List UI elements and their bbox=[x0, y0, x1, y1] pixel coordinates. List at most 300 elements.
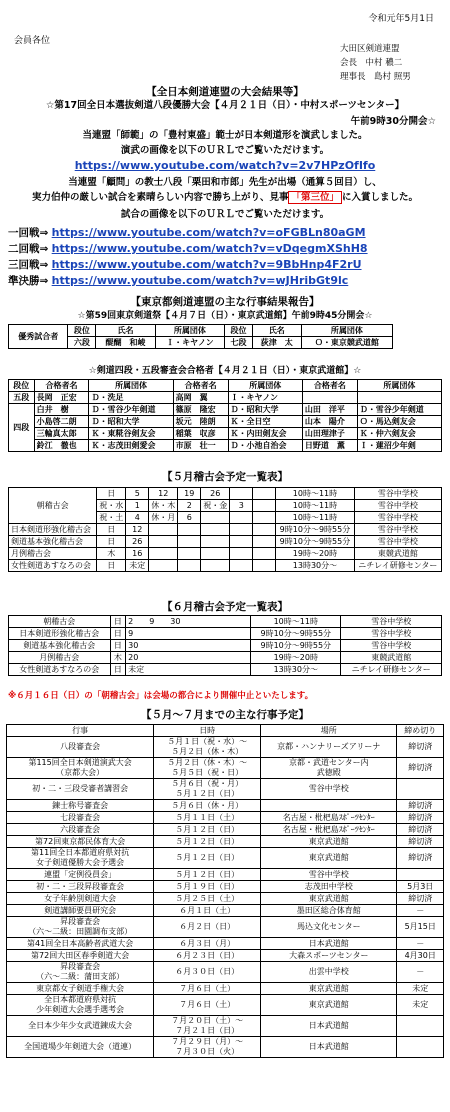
event-name: 昇段審査会 （六～二級：蒲田支部） bbox=[7, 962, 154, 983]
event-date: ６月２日（日） bbox=[154, 917, 261, 938]
event-name: 剣道講師要員研究会 bbox=[7, 905, 154, 917]
date-cell: 日 bbox=[97, 488, 126, 500]
event-date: ５月１日（祝・水）～ ５月２日（休・木） bbox=[154, 737, 261, 758]
date-cell bbox=[230, 560, 253, 572]
cell: 篠原 隆宏 bbox=[173, 404, 228, 416]
event-date: ５月１２日（日） bbox=[154, 824, 261, 836]
schedule-title: 【５月～７月までの主な行事予定】 bbox=[141, 709, 309, 721]
event-place: 日本武道館 bbox=[261, 1016, 397, 1037]
event-place bbox=[261, 800, 397, 812]
time-cell: 19時～20時 bbox=[251, 652, 341, 664]
event-name: 八段審査会 bbox=[7, 737, 154, 758]
round-label: 準決勝⇒ bbox=[8, 275, 49, 287]
event-name: 全国道場少年剣道大会（道連） bbox=[7, 1037, 154, 1058]
section1-title: 【全日本剣道連盟の大会結果等】 bbox=[146, 86, 304, 98]
section1-time: 午前9時30分開会☆ bbox=[350, 116, 436, 127]
date-cell: 12 bbox=[149, 488, 178, 500]
date-cell: 19 bbox=[178, 488, 201, 500]
event-deadline: 締切済 bbox=[397, 800, 444, 812]
time-cell: 13時30分～ bbox=[276, 560, 354, 572]
date-cell bbox=[178, 524, 201, 536]
cell: 白井 樹 bbox=[34, 404, 89, 416]
event-row bbox=[7, 758, 444, 779]
cell: 六段 bbox=[68, 337, 96, 349]
event-deadline: 締切済 bbox=[397, 836, 444, 848]
round-label: 二回戦⇒ bbox=[8, 243, 49, 255]
place-cell: 雪谷中学校 bbox=[354, 536, 441, 548]
event-date: ５月６日（祝・月） ５月１２日（日） bbox=[154, 779, 261, 800]
place-cell: ニチレイ研修センター bbox=[341, 664, 442, 676]
event-row bbox=[7, 737, 444, 758]
event-name: 日本剣道形強化稽古会 bbox=[9, 524, 97, 536]
event-row bbox=[7, 1037, 444, 1058]
date-cell bbox=[253, 500, 276, 512]
may-row bbox=[9, 488, 442, 500]
event-deadline: 締切済 bbox=[397, 812, 444, 824]
col-header: 所属団体 bbox=[357, 380, 441, 392]
round-link[interactable]: https://www.youtube.com/watch?v=wJHribGt9lc bbox=[51, 274, 349, 287]
event-name: 朝稽古会 bbox=[9, 616, 111, 628]
event-name: 連盟「定例役員会」 bbox=[7, 869, 154, 881]
round-item bbox=[8, 257, 368, 273]
date-cell: 2 bbox=[178, 500, 201, 512]
col-header: 締め切り bbox=[397, 725, 444, 737]
event-row bbox=[7, 800, 444, 812]
date: 令和元年5月1日 bbox=[368, 14, 434, 24]
event-date: ５月１１日（土） bbox=[154, 812, 261, 824]
date-cell bbox=[149, 548, 178, 560]
cell: Ｉ・キヤノン bbox=[228, 392, 302, 404]
col-header: 合格者名 bbox=[34, 380, 89, 392]
event-date: ５月６日（休・月） bbox=[154, 800, 261, 812]
may-table bbox=[8, 487, 442, 572]
event-deadline: － bbox=[397, 905, 444, 917]
section1-line1: 当連盟「師範」の「豊村東盛」範士が日本剣道形を演武しました。 bbox=[82, 130, 368, 141]
event-date: ７月２０日（土）～ ７月２１日（日） bbox=[154, 1016, 261, 1037]
event-name: 日本剣道形強化稽古会 bbox=[9, 628, 111, 640]
cell: Ｉ・キヤノン bbox=[155, 337, 224, 349]
date-cell: 祝・水 bbox=[97, 500, 126, 512]
date-cell bbox=[253, 560, 276, 572]
day-cell: 日 bbox=[110, 640, 126, 652]
event-deadline: － bbox=[397, 962, 444, 983]
event-place: 墨田区総合体育館 bbox=[261, 905, 397, 917]
june-table bbox=[8, 615, 442, 676]
event-deadline bbox=[397, 1037, 444, 1058]
org-director: 理事長 島村 照男 bbox=[340, 72, 411, 82]
event-deadline: 締切済 bbox=[397, 824, 444, 836]
event-place: 京都・武道センター内 武徳殿 bbox=[261, 758, 397, 779]
place-cell: 雪谷中学校 bbox=[354, 500, 441, 512]
cell: 坂元 陸朗 bbox=[173, 416, 228, 428]
event-date: ６月３日（月） bbox=[154, 938, 261, 950]
date-cell bbox=[178, 560, 201, 572]
time-cell: 10時～11時 bbox=[276, 500, 354, 512]
event-row bbox=[7, 995, 444, 1016]
date-cell: 30 bbox=[126, 640, 251, 652]
event-deadline: 締切済 bbox=[397, 848, 444, 869]
cell: Ｋ・志茂田剣愛会 bbox=[89, 440, 173, 452]
cell bbox=[357, 392, 441, 404]
event-place: 大森スポーツセンター bbox=[261, 950, 397, 962]
col-header: 行事 bbox=[7, 725, 154, 737]
event-date: ６月１日（土） bbox=[154, 905, 261, 917]
time-cell: 9時10分～9時55分 bbox=[276, 536, 354, 548]
june-row bbox=[9, 640, 442, 652]
event-row bbox=[7, 938, 444, 950]
june-title: 【６月稽古会予定一覧表】 bbox=[162, 601, 288, 613]
event-row bbox=[7, 983, 444, 995]
rounds-list bbox=[8, 225, 368, 289]
event-row bbox=[7, 905, 444, 917]
event-deadline: 5月3日 bbox=[397, 881, 444, 893]
organization-block bbox=[340, 42, 445, 84]
date-cell bbox=[149, 536, 178, 548]
date-cell: 5 bbox=[126, 488, 149, 500]
round-label: 一回戦⇒ bbox=[8, 227, 49, 239]
event-row bbox=[7, 836, 444, 848]
time-cell: 10時～11時 bbox=[251, 616, 341, 628]
time-cell: 9時10分～9時55分 bbox=[276, 524, 354, 536]
col-header: 氏名 bbox=[96, 325, 155, 337]
event-row bbox=[7, 917, 444, 938]
round-item bbox=[8, 241, 368, 257]
date-cell bbox=[230, 536, 253, 548]
date-cell: 未定 bbox=[126, 560, 149, 572]
cell: 高岡 翼 bbox=[173, 392, 228, 404]
event-name: 全日本少年少女武道錬成大会 bbox=[7, 1016, 154, 1037]
date-cell: 3 bbox=[230, 500, 253, 512]
may-title: 【５月稽古会予定一覧表】 bbox=[162, 471, 288, 483]
exam-table bbox=[8, 379, 442, 452]
date-cell bbox=[253, 512, 276, 524]
event-row bbox=[7, 869, 444, 881]
cell: Ｋ・東糀谷剣友会 bbox=[89, 428, 173, 440]
winners-label: 優秀試合者 bbox=[9, 325, 68, 349]
event-place: 名古屋・枇杷島ｽﾎﾟｰﾂｾﾝﾀｰ bbox=[261, 812, 397, 824]
event-date: ５月１２日（日） bbox=[154, 869, 261, 881]
cell: Ｄ・小池自治会 bbox=[228, 440, 302, 452]
place-cell: 東競武道館 bbox=[354, 548, 441, 560]
cell: 山田理津子 bbox=[302, 428, 357, 440]
event-deadline: 4月30日 bbox=[397, 950, 444, 962]
event-name: 月例稽古会 bbox=[9, 548, 97, 560]
event-row bbox=[7, 824, 444, 836]
time-cell: 9時10分～9時55分 bbox=[251, 640, 341, 652]
cell: Ｄ・雪谷少年剣道 bbox=[357, 404, 441, 416]
col-header: 段位 bbox=[225, 325, 253, 337]
event-name: 第72回大田区春季剣道大会 bbox=[7, 950, 154, 962]
event-place: 東京武道館 bbox=[261, 893, 397, 905]
event-row bbox=[7, 812, 444, 824]
section2-title: 【東京都剣道連盟の主な行事結果報告】 bbox=[130, 296, 320, 308]
event-place: 雪谷中学校 bbox=[261, 869, 397, 881]
col-header: 合格者名 bbox=[173, 380, 228, 392]
event-date: ５月１９日（日） bbox=[154, 881, 261, 893]
event-row bbox=[7, 962, 444, 983]
exam-title: ☆剣道四段・五段審査会合格者【４月２１日（日）・東京武道館】☆ bbox=[88, 366, 362, 376]
event-name: 昇段審査会 （六～二級：田園調布支部） bbox=[7, 917, 154, 938]
col-header: 段位 bbox=[68, 325, 96, 337]
event-name: 朝稽古会 bbox=[9, 488, 97, 524]
event-name: 東京都女子剣道手権大会 bbox=[7, 983, 154, 995]
event-name: 女性剣道あすなろの会 bbox=[9, 560, 97, 572]
event-place: 東京武道館 bbox=[261, 836, 397, 848]
event-place: 日本武道館 bbox=[261, 1037, 397, 1058]
event-place: 東京武道館 bbox=[261, 983, 397, 995]
time-cell: 10時～11時 bbox=[276, 488, 354, 500]
round-link[interactable]: https://www.youtube.com/watch?v=oFGBLn80aGM bbox=[51, 226, 366, 239]
may-row bbox=[9, 560, 442, 572]
event-date: ５月１２日（日） bbox=[154, 836, 261, 848]
round-label: 三回戦⇒ bbox=[8, 259, 49, 271]
event-date: ６月２３日（日） bbox=[154, 950, 261, 962]
org-chair: 会長 中村 穠二 bbox=[340, 58, 403, 68]
event-place: 京都・ハンナリーズアリーナ bbox=[261, 737, 397, 758]
cell: 七段 bbox=[225, 337, 253, 349]
date-cell: 2 9 30 bbox=[126, 616, 251, 628]
event-date: ６月３０日（日） bbox=[154, 962, 261, 983]
cell bbox=[302, 392, 357, 404]
event-place: 日本武道館 bbox=[261, 938, 397, 950]
date-cell bbox=[149, 524, 178, 536]
date-cell: 6 bbox=[178, 512, 201, 524]
event-name: 剣道基本強化稽古会 bbox=[9, 640, 111, 652]
cell: 三輪真太郎 bbox=[34, 428, 89, 440]
cell: Ｉ・蓮沼少年剣 bbox=[357, 440, 441, 452]
day-cell: 木 bbox=[110, 652, 126, 664]
event-date: ７月６日（土） bbox=[154, 983, 261, 995]
cell: 稲葉 収彦 bbox=[173, 428, 228, 440]
event-place: 志茂田中学校 bbox=[261, 881, 397, 893]
event-place: 馬込文化センター bbox=[261, 917, 397, 938]
june-row bbox=[9, 664, 442, 676]
may-row bbox=[9, 524, 442, 536]
section1-line5: 試合の画像を以下のＵＲＬでご覧いただけます。 bbox=[120, 209, 330, 220]
date-cell: 16 bbox=[126, 548, 149, 560]
winners-table bbox=[8, 324, 393, 349]
event-date: ５月２５日（土） bbox=[154, 893, 261, 905]
event-deadline bbox=[397, 1016, 444, 1037]
cell: Ｋ・全日空 bbox=[228, 416, 302, 428]
event-place: 名古屋・枇杷島ｽﾎﾟｰﾂｾﾝﾀｰ bbox=[261, 824, 397, 836]
cell: Ｏ・東京競武道館 bbox=[301, 337, 392, 349]
date-cell: 9 bbox=[126, 628, 251, 640]
cell: 小島啓二朗 bbox=[34, 416, 89, 428]
section1-line4 bbox=[0, 192, 450, 203]
section1-line3: 当連盟「顧問」の教士八段「栗田和市郎」先生が出場（通算５回目）し、 bbox=[68, 177, 382, 188]
date-cell: 休・木 bbox=[149, 500, 178, 512]
cell: 醍醐 和崚 bbox=[96, 337, 155, 349]
org-name: 大田区剣道連盟 bbox=[340, 44, 400, 54]
event-deadline: 締切済 bbox=[397, 893, 444, 905]
date-cell bbox=[230, 488, 253, 500]
dan-label: 五段 bbox=[9, 392, 35, 404]
event-name: 剣道基本強化稽古会 bbox=[9, 536, 97, 548]
date-cell bbox=[253, 488, 276, 500]
day-cell: 日 bbox=[110, 628, 126, 640]
date-cell: 休・月 bbox=[149, 512, 178, 524]
date-cell: 12 bbox=[126, 524, 149, 536]
result-text: 実力伯仲の厳しい試合を素晴らしい内容で勝ち上がり、見事 bbox=[31, 192, 289, 203]
event-name: 第11回全日本都道府県対抗 女子剣道優勝大会予選会 bbox=[7, 848, 154, 869]
date-cell: 祝・土 bbox=[97, 512, 126, 524]
event-name: 第41回全日本高齢者武道大会 bbox=[7, 938, 154, 950]
event-row bbox=[7, 779, 444, 800]
event-name: 第72回東京都民体育大会 bbox=[7, 836, 154, 848]
event-name: 第115回全日本剣道演武大会 （京都大会） bbox=[7, 758, 154, 779]
cell: Ｋ・仲六剣友会 bbox=[357, 428, 441, 440]
cell: 山田 洋平 bbox=[302, 404, 357, 416]
time-cell: 9時10分～9時55分 bbox=[251, 628, 341, 640]
event-name: 錬士称号審査会 bbox=[7, 800, 154, 812]
col-header: 合格者名 bbox=[302, 380, 357, 392]
place-cell: 東競武道館 bbox=[341, 652, 442, 664]
date-cell: 26 bbox=[126, 536, 149, 548]
date-cell: 日 bbox=[97, 536, 126, 548]
event-date: ７月２９日（月）～ ７月３０日（火） bbox=[154, 1037, 261, 1058]
third-place-badge: 「第三位」 bbox=[288, 191, 342, 204]
cell: 長岡 正宏 bbox=[34, 392, 89, 404]
col-header: 場所 bbox=[261, 725, 397, 737]
date-cell bbox=[253, 536, 276, 548]
col-header: 所属団体 bbox=[155, 325, 224, 337]
event-deadline: 締切済 bbox=[397, 737, 444, 758]
time-cell: 13時30分～ bbox=[251, 664, 341, 676]
date-cell bbox=[178, 548, 201, 560]
june-note: ※６月１６日（日）の「朝稽古会」は会場の都合により開催中止といたします。 bbox=[8, 691, 314, 701]
event-date: ５月１２日（日） bbox=[154, 848, 261, 869]
event-deadline: 未定 bbox=[397, 995, 444, 1016]
event-name: 六段審査会 bbox=[7, 824, 154, 836]
event-row bbox=[7, 1016, 444, 1037]
events-table bbox=[6, 724, 444, 1058]
round-link[interactable]: https://www.youtube.com/watch?v=vDqegmXShH8 bbox=[51, 242, 368, 255]
event-deadline: 締切済 bbox=[397, 758, 444, 779]
date-cell bbox=[178, 536, 201, 548]
date-cell bbox=[201, 536, 230, 548]
time-cell: 10時～11時 bbox=[276, 512, 354, 524]
date-cell bbox=[201, 560, 230, 572]
date-cell: 日 bbox=[97, 560, 126, 572]
place-cell: ニチレイ研修センター bbox=[354, 560, 441, 572]
cell: 鈴江 徹也 bbox=[34, 440, 89, 452]
event-place: 東京武道館 bbox=[261, 995, 397, 1016]
col-header: 所属団体 bbox=[89, 380, 173, 392]
date-cell: 祝・金 bbox=[201, 500, 230, 512]
cell: 荻津 太 bbox=[252, 337, 301, 349]
event-deadline bbox=[397, 869, 444, 881]
event-name: 女子年齢別剣道大会 bbox=[7, 893, 154, 905]
event-place: 東京武道館 bbox=[261, 848, 397, 869]
round-item bbox=[8, 273, 368, 289]
time-cell: 19時～20時 bbox=[276, 548, 354, 560]
may-row bbox=[9, 548, 442, 560]
cell: Ｄ・洗足 bbox=[89, 392, 173, 404]
date-cell: 1 bbox=[126, 500, 149, 512]
june-row bbox=[9, 628, 442, 640]
dan-label: 四段 bbox=[9, 404, 35, 452]
video-link-embu[interactable]: https://www.youtube.com/watch?v=2v7HPzOfIfo bbox=[74, 159, 376, 172]
may-row bbox=[9, 536, 442, 548]
date-cell bbox=[149, 560, 178, 572]
event-row bbox=[7, 881, 444, 893]
event-name: 七段審査会 bbox=[7, 812, 154, 824]
cell: Ｏ・馬込剣友会 bbox=[357, 416, 441, 428]
event-deadline: － bbox=[397, 938, 444, 950]
place-cell: 雪谷中学校 bbox=[341, 616, 442, 628]
col-header: 氏名 bbox=[252, 325, 301, 337]
round-link[interactable]: https://www.youtube.com/watch?v=9BbHnp4F2rU bbox=[51, 258, 362, 271]
event-deadline: 未定 bbox=[397, 983, 444, 995]
date-cell bbox=[253, 524, 276, 536]
event-place: 出雲中学校 bbox=[261, 962, 397, 983]
event-deadline: 5月15日 bbox=[397, 917, 444, 938]
event-name: 女性剣道あすなろの会 bbox=[9, 664, 111, 676]
section1-url-line bbox=[0, 159, 450, 172]
place-cell: 雪谷中学校 bbox=[354, 512, 441, 524]
event-deadline bbox=[397, 779, 444, 800]
date-cell bbox=[230, 548, 253, 560]
section2-event: ☆第59回東京剣道祭【４月７日（日）・東京武道館】午前9時45分開会☆ bbox=[77, 311, 373, 321]
section1-line2: 演武の画像を以下のＵＲＬでご覧いただけます。 bbox=[120, 145, 330, 156]
date-cell bbox=[201, 512, 230, 524]
section1-event: ☆第17回全日本選抜剣道八段優勝大会【４月２１日（日）・中村スポーツセンター】 bbox=[45, 100, 405, 111]
addressee: 会員各位 bbox=[14, 36, 51, 46]
cell: Ｄ・昭和大学 bbox=[228, 404, 302, 416]
date-cell: 26 bbox=[201, 488, 230, 500]
event-row bbox=[7, 950, 444, 962]
date-cell: 20 bbox=[126, 652, 251, 664]
place-cell: 雪谷中学校 bbox=[341, 628, 442, 640]
date-cell bbox=[201, 524, 230, 536]
col-header: 日時 bbox=[154, 725, 261, 737]
round-item bbox=[8, 225, 368, 241]
date-cell: 未定 bbox=[126, 664, 251, 676]
result-text-end: に入賞しました。 bbox=[342, 192, 419, 203]
event-place: 雪谷中学校 bbox=[261, 779, 397, 800]
day-cell: 日 bbox=[110, 616, 126, 628]
event-name: 初・二・三段昇段審査会 bbox=[7, 881, 154, 893]
event-name: 全日本都道府県対抗 少年剣道大会選手選考会 bbox=[7, 995, 154, 1016]
date-cell: 日 bbox=[97, 524, 126, 536]
event-row bbox=[7, 893, 444, 905]
date-cell: 木 bbox=[97, 548, 126, 560]
event-name: 初・二・三段受審者講習会 bbox=[7, 779, 154, 800]
day-cell: 日 bbox=[110, 664, 126, 676]
cell: 日野道 薫 bbox=[302, 440, 357, 452]
col-header: 所属団体 bbox=[228, 380, 302, 392]
event-name: 月例稽古会 bbox=[9, 652, 111, 664]
date-cell bbox=[230, 524, 253, 536]
event-row bbox=[7, 848, 444, 869]
place-cell: 雪谷中学校 bbox=[341, 640, 442, 652]
event-date: ７月６日（土） bbox=[154, 995, 261, 1016]
june-row bbox=[9, 652, 442, 664]
col-header: 所属団体 bbox=[301, 325, 392, 337]
cell: Ｄ・昭和大学 bbox=[89, 416, 173, 428]
date-cell bbox=[201, 548, 230, 560]
june-row bbox=[9, 616, 442, 628]
col-header: 段位 bbox=[9, 380, 35, 392]
cell: 山本 陽介 bbox=[302, 416, 357, 428]
place-cell: 雪谷中学校 bbox=[354, 524, 441, 536]
cell: Ｋ・内田剣友会 bbox=[228, 428, 302, 440]
date-cell bbox=[253, 548, 276, 560]
date-cell: 4 bbox=[126, 512, 149, 524]
place-cell: 雪谷中学校 bbox=[354, 488, 441, 500]
events-header-row bbox=[7, 725, 444, 737]
